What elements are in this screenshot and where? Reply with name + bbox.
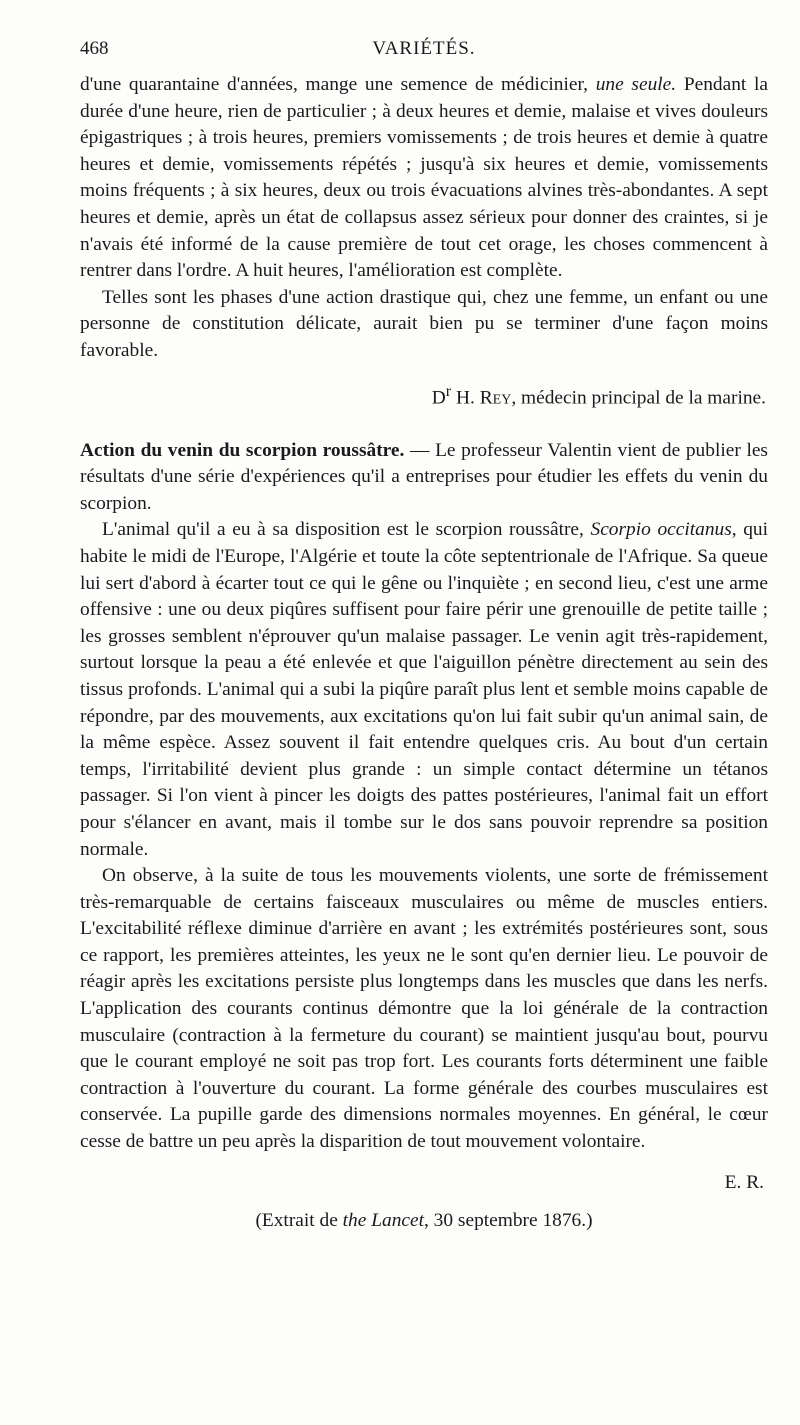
signature-superscript: r [445, 382, 452, 400]
signature-name: Rey [479, 387, 512, 408]
source-prefix: (Extrait de [255, 1210, 343, 1232]
emphasis-une-seule: une seule. [595, 74, 677, 95]
intro-text: — Le professeur Valentin vient de publier les résultats d'une série d'expériences qu'il a entreprises pour étudier les effets du venin du scorpion. [80, 439, 768, 514]
author-signature [80, 379, 768, 412]
case-text-rest: Pendant la durée d'une heure, rien de particulier ; à deux heures et demie, malaise et vives douleurs épigastriques ; à trois heures, premiers vomissements ; de trois heures et demie à quatre heures et demie, vomissements répétés ; jusqu'à six heures et demie, vomissements moins fréquents ; à six heures, deux ou trois évacuations alvines très-abondantes. A sept heures et demie, après un état de collapsus assez sérieux pour donner des craintes, si je n'avais été informé de la cause première de tout cet orage, les choses commencent à rentrer dans l'ordre. A huit heures, l'amélioration est complète. [80, 74, 768, 282]
case-text: d'une quarantaine d'années, mange une semence de médicinier, [80, 74, 596, 95]
paragraph-case-report [80, 72, 768, 285]
description-text-rest: , qui habite le midi de l'Europe, l'Algérie et toute la côte septentrionale de l'Afrique. Sa queue lui sert d'abord à écarter tout ce qui le gêne ou l'inquiète ; en second lieu, c'est une arme offensive : une ou deux piqûres suffisent pour faire périr une grenouille de petite taille ; les grosses semblent n'éprouver qu'un malaise passager. Le venin agit très-rapidement, surtout lorsque la peau a été enlevée et que l'aiguillon pénètre directement au sein des tissus profonds. L'animal qui a subi la piqûre paraît plus lent et semble moins capable de répondre, par des mouvements, aux excitations qu'on lui fait subir qu'un animal sain, de la même espèce. Assez souvent il fait entendre quelques cris. Au bout d'un certain temps, l'irritabilité devient plus grande : un simple contact détermine un tétanos passager. Si l'on vient à pincer les doigts des pattes postérieures, l'animal fait un effort pour s'élancer en avant, mais il tombe sur le dos sans pouvoir reprendre sa position normale. [80, 519, 769, 860]
species-name: Scorpio occitanus [590, 519, 732, 541]
signature-initial: H. [451, 387, 480, 408]
source-citation [80, 1208, 768, 1235]
paragraph-scorpion-intro [80, 438, 768, 518]
source-date: , 30 septembre 1876.) [423, 1210, 593, 1232]
signature-title: , médecin principal de la marine. [511, 387, 766, 408]
page-number: 468 [80, 38, 109, 59]
section-heading: Action du venin du scorpion roussâtre. [80, 439, 405, 461]
article-signature: E. R. [724, 1171, 764, 1193]
page-header [80, 38, 768, 68]
signature-prefix: D [431, 387, 446, 408]
running-title: VARIÉTÉS. [372, 38, 476, 59]
paragraph-conclusion: Telles sont les phases d'une action drastique qui, chez une femme, un enfant ou une personne de constitution délicate, aurait bien pu se terminer d'une façon moins favorable. [80, 286, 768, 361]
description-text: L'animal qu'il a eu à sa disposition est le scorpion roussâtre, [102, 519, 591, 541]
source-journal: the Lancet [342, 1210, 424, 1232]
paragraph-observations: On observe, à la suite de tous les mouvements violents, une sorte de frémissement très-remarquable de certains faisceaux musculaires ou même de muscles entiers. L'excitabilité réflexe diminue d'arrière en avant ; les extrémités postérieures sont, sous ce rapport, les premières atteintes, les yeux ne le sont qu'en dernier lieu. Le pouvoir de réagir après les excitations persiste plus longtemps dans les muscles que dans les nerfs. L'application des courants continus démontre que la loi générale de la contraction musculaire (contraction à la fermeture du courant) se maintient jusqu'au bout, pourvu que le courant employé ne soit pas trop fort. Les courants forts déterminent une faible contraction à l'ouverture du courant. La forme générale des courbes musculaires est conservée. La pupille garde des dimensions normales moyennes. En général, le cœur cesse de battre un peu après la disparition de tout mouvement volontaire. [80, 865, 768, 1153]
page-body [80, 72, 768, 1235]
paragraph-scorpion-description [80, 517, 768, 863]
